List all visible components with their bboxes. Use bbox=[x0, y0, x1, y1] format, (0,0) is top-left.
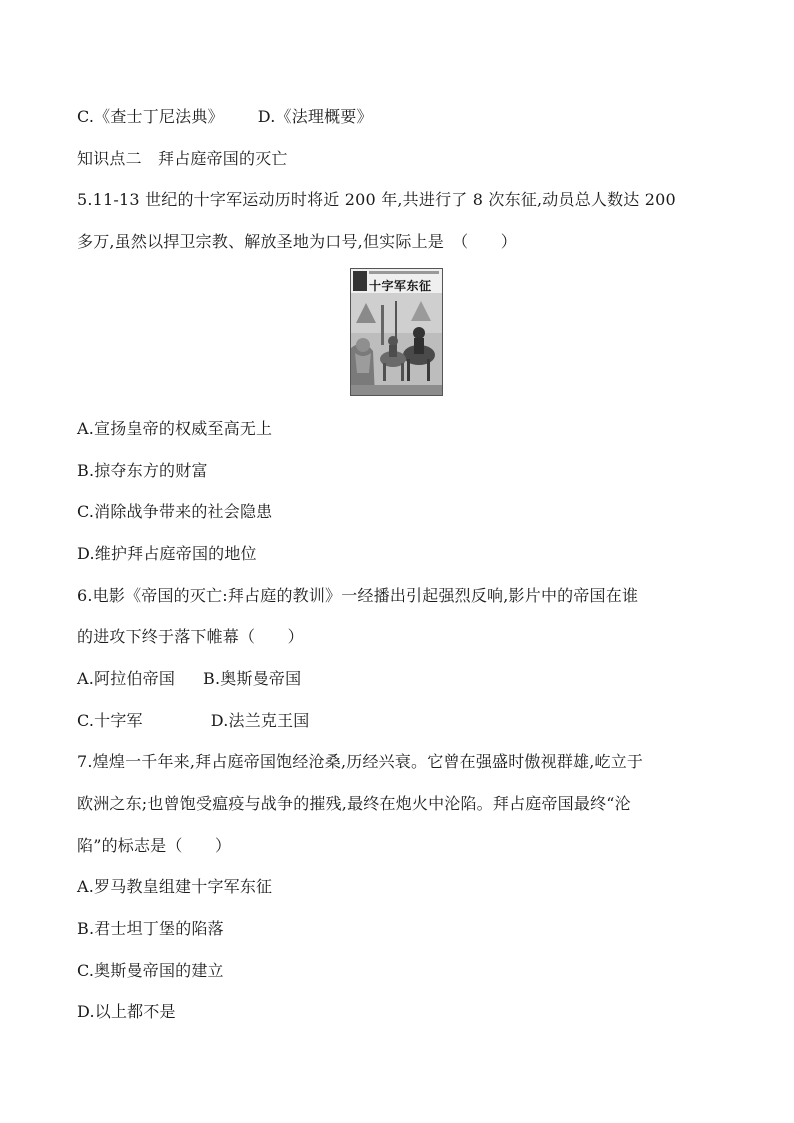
crusaders-illustration bbox=[351, 293, 443, 396]
cover-title: 十字军东征 bbox=[369, 279, 432, 293]
q6-option-c: C.十字军 bbox=[77, 711, 143, 730]
q7-text-line-2: 欧洲之东;也曾饱受瘟疫与战争的摧残,最终在炮火中沦陷。拜占庭帝国最终“沦 bbox=[77, 794, 631, 813]
cover-subtitle-bar bbox=[369, 271, 439, 274]
q5-text-line-2: 多万,虽然以捍卫宗教、解放圣地为口号,但实际上是 （ ） bbox=[77, 232, 517, 251]
q6-option-d: D.法兰克王国 bbox=[210, 711, 310, 730]
q5-text-line-1: 5.11-13 世纪的十字军运动历时将近 200 年,共进行了 8 次东征,动员总人数达 200 bbox=[77, 190, 676, 209]
q4-option-c: C.《查士丁尼法典》 bbox=[77, 107, 224, 126]
section-heading: 知识点二 拜占庭帝国的灭亡 bbox=[77, 149, 288, 168]
q4-option-d: D.《法理概要》 bbox=[257, 107, 373, 126]
q5-option-b: B.掠夺东方的财富 bbox=[77, 461, 208, 480]
q6-text-line-1: 6.电影《帝国的灭亡:拜占庭的教训》一经播出引起强烈反响,影片中的帝国在谁 bbox=[77, 586, 639, 605]
q5-option-d: D.维护拜占庭帝国的地位 bbox=[77, 544, 257, 563]
cover-header bbox=[351, 269, 442, 294]
q7-option-d: D.以上都不是 bbox=[77, 1002, 176, 1021]
q6-option-b: B.奥斯曼帝国 bbox=[203, 669, 302, 688]
option-line-q6-ab bbox=[77, 668, 301, 690]
q7-text-line-3: 陷”的标志是（ ） bbox=[77, 836, 232, 855]
q7-option-c: C.奥斯曼帝国的建立 bbox=[77, 961, 224, 980]
q5-option-c: C.消除战争带来的社会隐患 bbox=[77, 502, 273, 521]
q7-text-line-1: 7.煌煌一千年来,拜占庭帝国饱经沧桑,历经兴衰。它曾在强盛时傲视群雄,屹立于 bbox=[77, 752, 644, 771]
q6-option-a: A.阿拉伯帝国 bbox=[77, 669, 176, 688]
cover-logo-icon bbox=[353, 271, 367, 291]
option-line-q6-cd bbox=[77, 710, 310, 732]
q5-option-a: A.宣扬皇帝的权威至高无上 bbox=[77, 419, 273, 438]
q7-option-b: B.君士坦丁堡的陷落 bbox=[77, 919, 224, 938]
crusades-book-cover-image bbox=[350, 268, 443, 396]
q6-text-line-2: 的进攻下终于落下帷幕（ ） bbox=[77, 627, 304, 646]
option-line-q4-cd bbox=[77, 106, 373, 128]
q7-option-a: A.罗马教皇组建十字军东征 bbox=[77, 877, 273, 896]
